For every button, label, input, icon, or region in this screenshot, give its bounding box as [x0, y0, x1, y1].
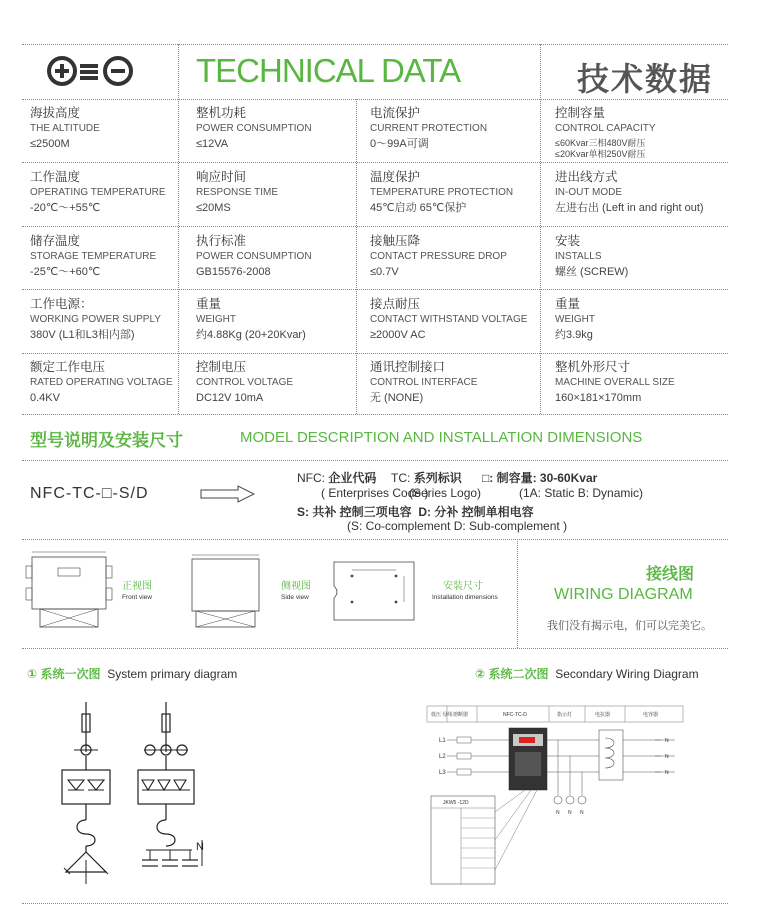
spec-cell: [555, 296, 595, 343]
spec-label-cn: 响应时间: [196, 170, 247, 184]
rule-diagrams: [22, 648, 728, 649]
spec-cell: [30, 296, 161, 343]
secondary-diagram-title: ② 系统二次图 Secondary Wiring Diagram: [475, 667, 699, 681]
model-section-title-en: MODEL DESCRIPTION AND INSTALLATION DIMENSIONS: [240, 429, 643, 446]
spec-label-en: CONTROL INTERFACE: [370, 376, 478, 388]
spec-value: 0～99A可调: [370, 138, 429, 151]
spec-value: ≤2500M: [30, 138, 70, 151]
spec-label-en: RATED OPERATING VOLTAGE: [30, 376, 173, 388]
spec-label-en: STORAGE TEMPERATURE: [30, 250, 157, 262]
col-divider-2: [356, 99, 357, 414]
install-label-en: Installation dimensions: [432, 594, 498, 601]
sec-header-fuse: 熔断器: [453, 712, 469, 718]
spec-value: 约3.9kg: [555, 329, 593, 342]
spec-cell: [555, 169, 704, 216]
arrow-icon: [200, 485, 256, 508]
spec-value: -20℃～+55℃: [30, 202, 101, 215]
spec-label-cn: 海拔高度: [30, 106, 81, 120]
rule-row-5: [22, 414, 728, 415]
side-view-drawing: [188, 552, 263, 635]
spec-label-en: IN-OUT MODE: [555, 186, 623, 198]
spec-label-cn: 安装: [555, 234, 581, 248]
tc-desc: TC: 系列标识: [391, 471, 462, 485]
spec-label-en: CONTACT WITHSTAND VOLTAGE: [370, 313, 528, 325]
install-dimensions-drawing: [330, 558, 418, 629]
page-title-en: TECHNICAL DATA: [196, 52, 461, 89]
rule-row-2: [22, 226, 728, 227]
spec-cell: [370, 105, 487, 152]
spec-label-cn: 电流保护: [370, 106, 421, 120]
rule-views: [22, 539, 728, 540]
spec-label-en: CURRENT PROTECTION: [370, 122, 488, 134]
sec-lamp-n-1: N: [556, 810, 560, 816]
primary-diagram-title: ① 系统一次图 System primary diagram: [27, 667, 238, 681]
side-view-label-cn: 侧视图: [281, 581, 311, 592]
spec-label-en: INSTALLS: [555, 250, 602, 262]
spec-label-en: CONTROL VOLTAGE: [196, 376, 294, 388]
sec-n-2: N: [665, 754, 669, 760]
spec-label-cn: 接触压降: [370, 234, 421, 248]
spec-value: 160×181×170mm: [555, 392, 642, 405]
sec-lamp-n-3: N: [580, 810, 584, 816]
spec-cell: [370, 296, 527, 343]
spec-cell: [196, 169, 278, 216]
brand-logo: [46, 55, 136, 87]
rule-bottom: [22, 903, 728, 904]
spec-cell: [30, 233, 156, 280]
side-view-label-en: Side view: [281, 594, 309, 601]
spec-label-cn: 工作电源：: [30, 297, 93, 311]
sec-header-bus: 低压 母线: [431, 712, 453, 718]
spec-label-en: WEIGHT: [196, 313, 236, 325]
col-divider-3: [540, 44, 541, 414]
spec-cell: [370, 359, 477, 406]
capacity-desc: □: 制容量: 30-60Kvar: [482, 471, 598, 485]
model-section-title-cn: 型号说明及安装尺寸: [30, 431, 183, 450]
spec-value: DC12V 10mA: [196, 392, 264, 405]
rule-row-4: [22, 353, 728, 354]
model-code: NFC-TC-□-S/D: [30, 485, 149, 502]
spec-label-cn: 通讯控制接口: [370, 360, 446, 374]
neutral-label: N: [196, 841, 204, 853]
spec-value: ≤0.7V: [370, 266, 399, 279]
spec-label-en: WORKING POWER SUPPLY: [30, 313, 161, 325]
spec-label-en: CONTROL CAPACITY: [555, 122, 656, 134]
spec-value: 螺丝 (SCREW): [555, 266, 629, 279]
primary-diagram: [46, 700, 226, 895]
spec-label-cn: 储存温度: [30, 234, 81, 248]
secondary-diagram: [425, 700, 687, 893]
rule-top: [22, 44, 728, 45]
rule-row-1: [22, 162, 728, 163]
spec-value: 45℃启动 65℃保护: [370, 202, 467, 215]
spec-label-cn: 进出线方式: [555, 170, 618, 184]
plus-equals-minus-icon: [46, 55, 136, 87]
page-title-cn: 技术数据: [577, 61, 714, 97]
spec-value: 0.4KV: [30, 392, 60, 405]
spec-label-cn: 整机外形尺寸: [555, 360, 631, 374]
spec-label-cn: 整机功耗: [196, 106, 247, 120]
spec-cell: [196, 105, 312, 152]
front-view-label-en: Front view: [122, 594, 152, 601]
spec-cell: [196, 296, 306, 343]
wiring-note: 我们没有揭示电，们可以完美它。: [547, 620, 712, 632]
spec-value: 无 (NONE): [370, 392, 424, 405]
sec-line-l2: L2: [439, 754, 446, 760]
sd-desc: S: 共补 控制三项电容 D: 分补 控制单相电容: [297, 505, 534, 519]
rule-model: [22, 460, 728, 461]
views-divider: [517, 539, 518, 648]
nfc-desc: NFC: 企业代码: [297, 471, 377, 485]
spec-label-en: THE ALTITUDE: [30, 122, 100, 134]
sec-line-l3: L3: [439, 770, 446, 776]
spec-label-cn: 额定工作电压: [30, 360, 106, 374]
spec-cell: [30, 359, 173, 406]
spec-label-en: OPERATING TEMPERATURE: [30, 186, 166, 198]
nfc-desc-sub: ( Enterprises Code ): [321, 486, 429, 500]
spec-cell: [30, 169, 166, 216]
spec-label-en: POWER CONSUMPTION: [196, 250, 312, 262]
wiring-title-cn: 接线图: [646, 566, 695, 583]
sd-desc-sub: (S: Co-complement D: Sub-complement ): [347, 519, 568, 533]
spec-label-cn: 重量: [555, 297, 581, 311]
spec-label-cn: 控制容量: [555, 106, 606, 120]
spec-cell: [555, 233, 628, 280]
sec-line-l1: L1: [439, 738, 446, 744]
sec-header-reactor: 电抗器: [595, 712, 611, 718]
spec-label-cn: 温度保护: [370, 170, 421, 184]
tc-desc-sub: (Series Logo): [409, 486, 482, 500]
spec-cell: [196, 359, 293, 406]
spec-value-2: ≤20Kvar单相250V耐压: [555, 148, 646, 159]
sec-module-label: JKW5 -12D: [443, 800, 469, 806]
spec-cell: [370, 169, 513, 216]
spec-value: ≤60Kvar三相480V耐压: [555, 138, 646, 149]
spec-label-en: MACHINE OVERALL SIZE: [555, 376, 675, 388]
spec-value: 约4.88Kg (20+20Kvar): [196, 329, 306, 342]
spec-value: 左进右出 (Left in and right out): [555, 202, 704, 215]
spec-cell: [196, 233, 312, 280]
sec-n-1: N: [665, 738, 669, 744]
spec-label-en: POWER CONSUMPTION: [196, 122, 312, 134]
spec-label-cn: 重量: [196, 297, 222, 311]
install-label-cn: 安装尺寸: [443, 581, 483, 592]
spec-cell: [30, 105, 100, 152]
sec-lamp-n-2: N: [568, 810, 572, 816]
spec-value: ≤12VA: [196, 138, 229, 151]
spec-label-cn: 接点耐压: [370, 297, 421, 311]
spec-label-en: TEMPERATURE PROTECTION: [370, 186, 514, 198]
spec-label-cn: 工作温度: [30, 170, 81, 184]
wiring-title-en: WIRING DIAGRAM: [554, 586, 693, 603]
sec-header-capacitor: 电容器: [643, 712, 659, 718]
col-divider-1: [178, 44, 179, 414]
spec-cell: [555, 105, 656, 159]
spec-label-en: RESPONSE TIME: [196, 186, 279, 198]
spec-cell: [370, 233, 507, 280]
front-view-label-cn: 正视图: [122, 581, 152, 592]
spec-value: 380V (L1和L3相内部): [30, 329, 135, 342]
front-view-drawing: [22, 548, 117, 635]
spec-value: ≥2000V AC: [370, 329, 426, 342]
rule-row-3: [22, 289, 728, 290]
spec-label-cn: 控制电压: [196, 360, 247, 374]
spec-label-en: CONTACT PRESSURE DROP: [370, 250, 507, 262]
spec-value: ≤20MS: [196, 202, 231, 215]
capacity-desc-sub: (1A: Static B: Dynamic): [519, 486, 644, 500]
sec-header-indicator: 指示灯: [557, 712, 573, 718]
spec-label-cn: 执行标准: [196, 234, 247, 248]
sec-n-3: N: [665, 770, 669, 776]
spec-value: -25℃～+60℃: [30, 266, 101, 279]
sec-header-device: NFC-TC-D: [503, 712, 527, 718]
spec-label-en: WEIGHT: [555, 313, 595, 325]
spec-value: GB15576-2008: [196, 266, 271, 279]
spec-cell: [555, 359, 675, 406]
